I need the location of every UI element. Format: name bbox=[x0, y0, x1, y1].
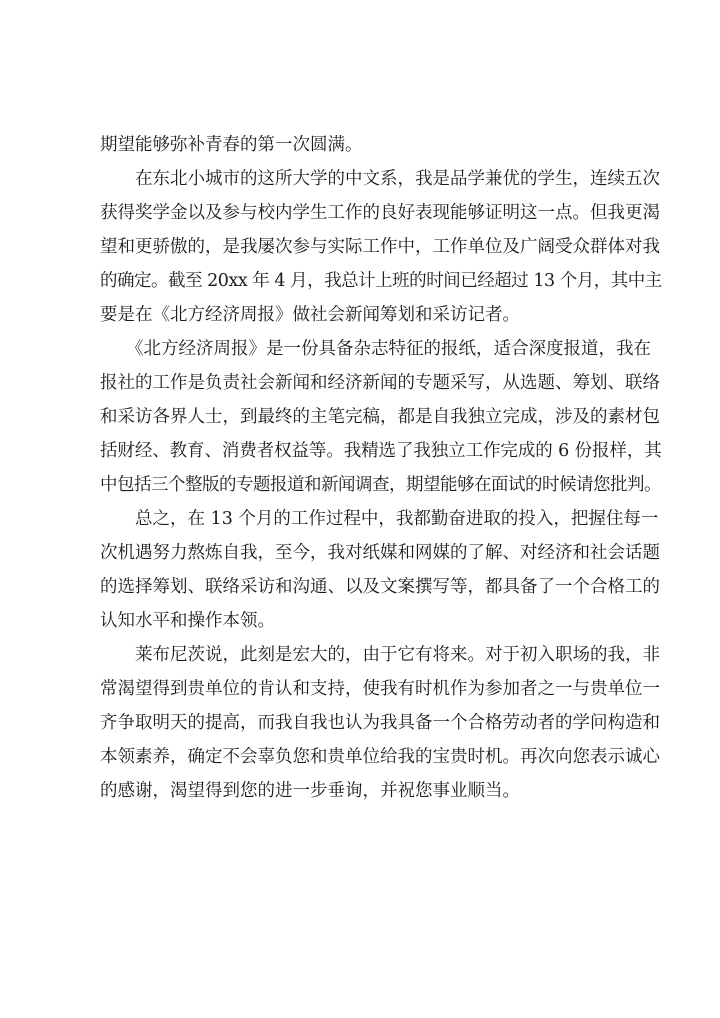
text-line: 中包括三个整版的专题报道和新闻调查，期望能够在面试的时候请您批判。 bbox=[100, 475, 661, 495]
text-line: 报社的工作是负责社会新闻和经济新闻的专题采写，从选题、筹划、联络 bbox=[100, 373, 660, 393]
document-body bbox=[100, 128, 662, 808]
paragraph-education bbox=[100, 162, 662, 332]
paragraph-newspaper bbox=[100, 332, 662, 502]
text-line: 和采访各界人士，到最终的主笔完稿，都是自我独立完成，涉及的素材包 bbox=[100, 407, 660, 427]
text-line: 次机遇努力熬炼自我，至今，我对纸媒和网媒的了解、对经济和社会话题 bbox=[100, 543, 660, 563]
text-line: 括财经、教育、消费者权益等。我精选了我独立工作完成的 6 份报样，其 bbox=[100, 441, 662, 461]
paragraph-summary bbox=[100, 502, 662, 638]
text-line: 的感谢，渴望得到您的进一步垂询，并祝您事业顺当。 bbox=[100, 781, 520, 801]
text-line: 的确定。截至 20xx 年 4 月，我总计上班的时间已经超过 13 个月，其中主 bbox=[100, 271, 662, 291]
text-line: 常渴望得到贵单位的肯认和支持，使我有时机作为参加者之一与贵单位一 bbox=[100, 679, 660, 699]
paragraph-continuation bbox=[100, 128, 662, 162]
text-line: 认知水平和操作本领。 bbox=[100, 611, 275, 631]
text-line: 要是在《北方经济周报》做社会新闻筹划和采访记者。 bbox=[100, 305, 520, 325]
text-line: 望和更骄傲的，是我屡次参与实际工作中，工作单位及广阔受众群体对我 bbox=[100, 237, 660, 257]
text-line: 《北方经济周报》是一份具备杂志特征的报纸，适合深度报道，我在 bbox=[126, 339, 651, 359]
text-line: 的选择筹划、联络采访和沟通、以及文案撰写等，都具备了一个合格工的 bbox=[100, 577, 660, 597]
text-line: 获得奖学金以及参与校内学生工作的良好表现能够证明这一点。但我更渴 bbox=[100, 203, 660, 223]
paragraph-closing bbox=[100, 638, 662, 808]
text-line: 期望能够弥补青春的第一次圆满。 bbox=[100, 135, 363, 155]
text-line: 在东北小城市的这所大学的中文系，我是品学兼优的学生，连续五次 bbox=[135, 169, 660, 189]
text-line: 莱布尼茨说，此刻是宏大的，由于它有将来。对于初入职场的我，非 bbox=[135, 645, 660, 665]
text-line: 齐争取明天的提高，而我自我也认为我具备一个合格劳动者的学问构造和 bbox=[100, 713, 660, 733]
text-line: 总之，在 13 个月的工作过程中，我都勤奋进取的投入，把握住每一 bbox=[135, 509, 659, 529]
text-line: 本领素养，确定不会辜负您和贵单位给我的宝贵时机。再次向您表示诚心 bbox=[100, 747, 660, 767]
